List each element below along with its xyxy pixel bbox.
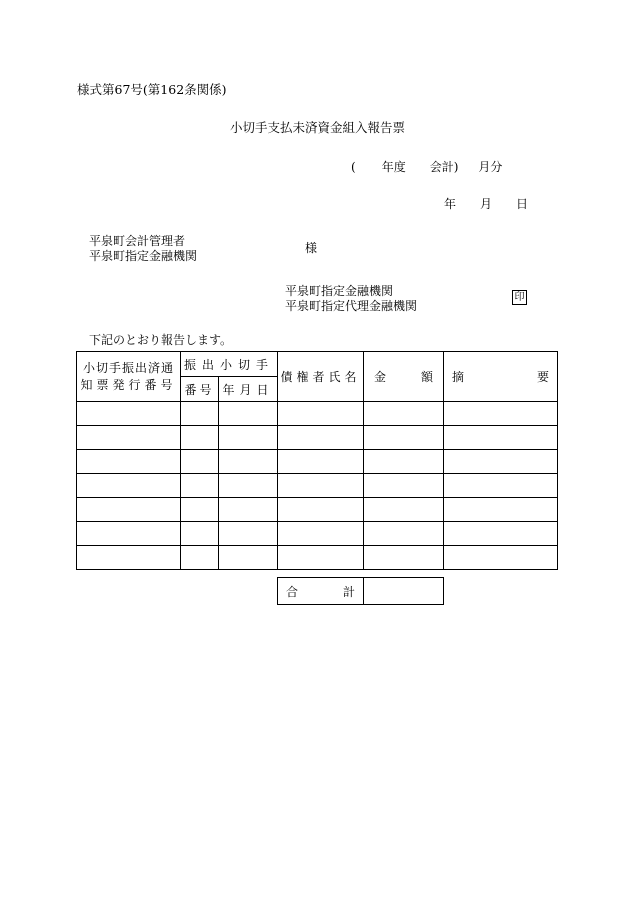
cell-check-number[interactable]: [181, 450, 219, 474]
cell-notice-number[interactable]: [77, 426, 181, 450]
header-summary-right: 要: [537, 370, 550, 384]
cell-summary[interactable]: [444, 450, 558, 474]
form-title: 小切手支払未済資金組入報告票: [230, 120, 406, 135]
table-row: [77, 402, 558, 426]
cell-check-number[interactable]: [181, 426, 219, 450]
header-amount-right: 額: [421, 370, 434, 384]
cell-notice-number[interactable]: [77, 522, 181, 546]
total-label-left: 合: [286, 584, 299, 599]
form-number: 様式第67号(第162条関係): [77, 82, 227, 97]
cell-creditor[interactable]: [278, 474, 364, 498]
header-cell-notice-number: [77, 352, 181, 402]
cell-notice-number[interactable]: [77, 498, 181, 522]
cell-check-date[interactable]: [219, 546, 278, 570]
cell-summary[interactable]: [444, 426, 558, 450]
header-cell-issued-check: 振出小切手: [181, 352, 278, 377]
cell-creditor[interactable]: [278, 498, 364, 522]
intro-text: 下記のとおり報告します。: [89, 333, 233, 347]
header-cell-creditor: 債権者氏名: [278, 352, 364, 402]
date-day-label: 日: [516, 197, 529, 211]
cell-creditor[interactable]: [278, 402, 364, 426]
cell-summary[interactable]: [444, 522, 558, 546]
report-table: [76, 351, 558, 570]
cell-summary[interactable]: [444, 498, 558, 522]
report-date-line: [444, 198, 528, 210]
cell-check-number[interactable]: [181, 498, 219, 522]
cell-amount[interactable]: [364, 402, 444, 426]
table-row: [77, 426, 558, 450]
cell-check-date[interactable]: [219, 498, 278, 522]
cell-check-date[interactable]: [219, 402, 278, 426]
table-row: [77, 498, 558, 522]
cell-check-number[interactable]: [181, 474, 219, 498]
cell-notice-number[interactable]: [77, 402, 181, 426]
date-month-label: 月: [480, 197, 493, 211]
addressee-line-2: 平泉町指定金融機関: [89, 249, 198, 263]
cell-check-date[interactable]: [219, 474, 278, 498]
fiscal-month-label: 月分: [478, 160, 503, 174]
cell-amount[interactable]: [364, 474, 444, 498]
cell-amount[interactable]: [364, 450, 444, 474]
table-row: [77, 522, 558, 546]
sender-line-2: 平泉町指定代理金融機関: [285, 299, 418, 313]
addressee-line-1: 平泉町会計管理者: [89, 234, 186, 248]
total-label-right: 計: [342, 584, 355, 599]
cell-notice-number[interactable]: [77, 474, 181, 498]
cell-summary[interactable]: [444, 474, 558, 498]
cell-creditor[interactable]: [278, 546, 364, 570]
header-cell-summary: [444, 352, 558, 402]
total-table: [277, 577, 444, 605]
header-notice-number-line2: 知票発行番号: [80, 377, 177, 392]
table-row: [77, 450, 558, 474]
cell-amount[interactable]: [364, 546, 444, 570]
cell-creditor[interactable]: [278, 522, 364, 546]
fiscal-open-paren: (: [351, 160, 356, 174]
cell-notice-number[interactable]: [77, 450, 181, 474]
cell-creditor[interactable]: [278, 426, 364, 450]
cell-check-number[interactable]: [181, 402, 219, 426]
header-summary-left: 摘: [452, 370, 465, 384]
total-label-cell: [278, 578, 364, 605]
header-cell-date: 年月日: [219, 377, 278, 402]
fiscal-period-line: [351, 161, 502, 173]
cell-check-date[interactable]: [219, 450, 278, 474]
header-notice-number-line1: 小切手振出済通: [82, 360, 174, 375]
seal-mark: 印: [512, 290, 527, 305]
cell-amount[interactable]: [364, 498, 444, 522]
fiscal-account-label: 会計): [429, 160, 459, 174]
cell-amount[interactable]: [364, 426, 444, 450]
header-cell-amount: [364, 352, 444, 402]
cell-check-date[interactable]: [219, 522, 278, 546]
cell-summary[interactable]: [444, 402, 558, 426]
cell-creditor[interactable]: [278, 450, 364, 474]
header-amount-left: 金: [374, 370, 387, 384]
cell-amount[interactable]: [364, 522, 444, 546]
total-amount-cell[interactable]: [364, 578, 444, 605]
cell-notice-number[interactable]: [77, 546, 181, 570]
cell-check-date[interactable]: [219, 426, 278, 450]
table-row: [77, 474, 558, 498]
cell-summary[interactable]: [444, 546, 558, 570]
cell-check-number[interactable]: [181, 522, 219, 546]
cell-check-number[interactable]: [181, 546, 219, 570]
date-year-label: 年: [444, 197, 457, 211]
header-cell-number: 番号: [181, 377, 219, 402]
table-row: [77, 546, 558, 570]
sender-line-1: 平泉町指定金融機関: [285, 284, 394, 298]
fiscal-year-label: 年度: [381, 160, 406, 174]
honorific-sama: 様: [305, 241, 318, 255]
